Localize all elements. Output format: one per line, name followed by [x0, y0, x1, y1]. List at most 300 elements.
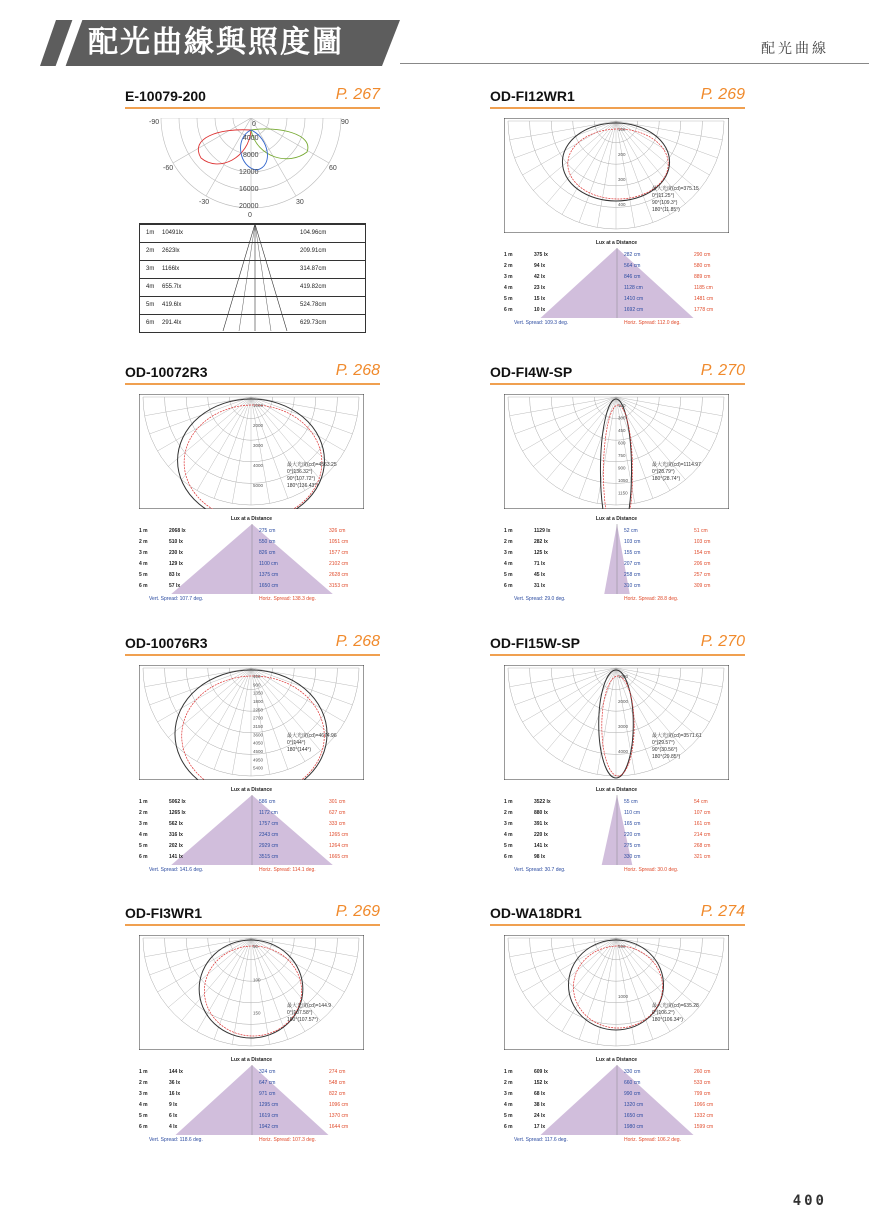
page-ref[interactable]: P. 267	[335, 86, 380, 103]
table-row	[504, 808, 729, 819]
horizontal-size: 533 cm	[694, 1080, 711, 1086]
legend-entry: 180°(144°)	[287, 747, 312, 753]
horizontal-size: 1096 cm	[329, 1102, 349, 1108]
page-ref[interactable]: P. 269	[335, 903, 380, 920]
table-row	[504, 294, 729, 305]
lux-value: 83 lx	[169, 572, 181, 578]
horizontal-size: 260 cm	[694, 1069, 711, 1075]
horizontal-spread: Horiz. Spread: 106.2 deg.	[624, 1137, 681, 1143]
legend-entry: 0°(136.32°)	[287, 469, 313, 475]
lux-distance-table	[139, 1057, 364, 1149]
horizontal-size: 1051 cm	[329, 539, 349, 545]
title-rule	[125, 107, 380, 109]
ring-label: 1800	[253, 699, 264, 704]
distance: 4 m	[139, 561, 148, 567]
ring-label: 3000	[253, 443, 264, 448]
lux-title: Lux at a Distance	[230, 1057, 273, 1063]
lux-title: Lux at a Distance	[230, 787, 273, 793]
lux-value: 57 lx	[169, 583, 181, 589]
spot-size: 629.73cm	[300, 320, 327, 326]
lux-distance-table	[504, 1057, 729, 1149]
ring-label: 3000	[618, 724, 629, 729]
lux-value: 3522 lx	[534, 799, 551, 805]
vertical-size: 330 cm	[624, 854, 641, 860]
table-row	[139, 819, 364, 830]
vertical-size: 55 cm	[624, 799, 638, 805]
lux-value: 880 lx	[534, 810, 548, 816]
vertical-size: 647 cm	[259, 1080, 276, 1086]
ring-label: 100	[618, 127, 626, 132]
vertical-size: 1172 cm	[259, 810, 278, 816]
angle-label: -90	[149, 119, 160, 126]
ring-label: 4950	[253, 757, 264, 763]
legend-entry: 0°(28.79°)	[652, 469, 675, 475]
distance: 5 m	[504, 1113, 513, 1119]
spread-footer	[139, 867, 364, 875]
horizontal-size: 290 cm	[694, 252, 711, 258]
ring-label: 150	[618, 403, 626, 408]
vertical-size: 258 cm	[624, 572, 641, 578]
table-row	[504, 261, 729, 272]
ring-label: 50	[253, 944, 259, 949]
spot-size: 524.78cm	[300, 302, 327, 308]
legend-entry: 90°(30.56°)	[652, 747, 678, 753]
model-name: OD-10076R3	[125, 635, 208, 651]
horizontal-size: 274 cm	[329, 1069, 346, 1075]
distance: 1 m	[504, 528, 513, 534]
ring-label: 100	[253, 977, 261, 983]
distance: 5m	[146, 302, 155, 308]
vertical-spread: Vert. Spread: 118.6 deg.	[149, 1137, 203, 1143]
horizontal-size: 54 cm	[694, 799, 708, 805]
polar-diagram	[139, 935, 364, 1050]
distance: 2 m	[504, 1080, 513, 1086]
lux-value: 125 lx	[534, 550, 548, 556]
horizontal-size: 103 cm	[694, 539, 711, 545]
table-row	[139, 559, 364, 570]
table-row	[504, 1122, 729, 1133]
table-row	[139, 808, 364, 819]
horizontal-size: 1066 cm	[694, 1102, 714, 1108]
page-number: 400	[792, 1193, 827, 1209]
spot-size: 104.96cm	[300, 230, 327, 236]
vertical-size: 1692 cm	[624, 307, 644, 313]
legend-entry: 最大光度(cd)=375.15	[652, 186, 699, 192]
ring-label: 300	[618, 415, 626, 421]
lux-value: 391 lx	[534, 821, 548, 827]
product-card-r3b	[125, 635, 380, 890]
distance: 6m	[146, 320, 155, 326]
horizontal-size: 1644 cm	[329, 1124, 349, 1130]
ring-label: 3600	[253, 732, 264, 738]
table-row	[504, 548, 729, 559]
vertical-size: 586 cm	[259, 799, 276, 805]
distance: 2 m	[139, 1080, 148, 1086]
illuminance-table	[139, 223, 366, 333]
distance: 5 m	[504, 572, 513, 578]
page-title: 配光曲線與照度圖	[88, 25, 344, 60]
ring-label: 2000	[253, 423, 264, 428]
legend-entry: 最大光度(cd)=3571.61	[652, 733, 702, 739]
ring-label: 0	[252, 121, 256, 128]
vertical-size: 1650 cm	[624, 1113, 644, 1119]
ring-label: 150	[253, 1010, 261, 1016]
vertical-spread: Vert. Spread: 109.3 deg.	[514, 320, 569, 326]
page-ref[interactable]: P. 270	[700, 633, 745, 650]
table-row	[504, 830, 729, 841]
legend-entry: 0°(107.58°)	[287, 1010, 313, 1016]
table-row	[139, 537, 364, 548]
ring-label: 450	[618, 428, 626, 433]
table-row	[139, 1078, 364, 1089]
horizontal-size: 333 cm	[329, 821, 346, 827]
lux-distance-table	[139, 516, 364, 608]
horizontal-size: 326 cm	[329, 528, 346, 534]
vertical-size: 165 cm	[624, 821, 641, 827]
distance: 5 m	[139, 572, 148, 578]
page-ref[interactable]: P. 274	[700, 903, 745, 920]
ring-label: 4000	[243, 135, 259, 142]
lux-value: 1129 lx	[534, 528, 551, 534]
vertical-size: 1295 cm	[259, 1102, 279, 1108]
distance: 4 m	[504, 561, 513, 567]
angle-label: 0	[248, 212, 252, 218]
table-row	[139, 830, 364, 841]
vertical-size: 1757 cm	[259, 821, 279, 827]
legend-entry: 最大光度(cd)=4563.25	[287, 462, 337, 468]
ring-label: 200	[618, 152, 626, 157]
vertical-size: 1128 cm	[624, 285, 643, 291]
angle-label: -30	[199, 199, 210, 206]
lux-value: 24 lx	[534, 1113, 546, 1119]
distance: 4 m	[139, 1102, 148, 1108]
angle-label: 30	[296, 199, 304, 206]
model-name: E-10079-200	[125, 88, 206, 104]
ring-label: 750	[618, 453, 626, 458]
lux-value: 4 lx	[169, 1124, 178, 1130]
horizontal-size: 161 cm	[694, 821, 711, 827]
page-ref[interactable]: P. 268	[335, 633, 380, 650]
vertical-size: 2929 cm	[259, 843, 279, 849]
lux-value: 609 lx	[534, 1069, 548, 1075]
horizontal-size: 548 cm	[329, 1080, 346, 1086]
horizontal-size: 1265 cm	[329, 832, 349, 838]
horizontal-size: 1481 cm	[694, 296, 714, 302]
vertical-spread: Vert. Spread: 117.6 deg.	[514, 1137, 568, 1143]
ring-label: 5400	[253, 765, 264, 771]
table-row	[139, 797, 364, 808]
model-name: OD-10072R3	[125, 364, 208, 380]
table-row	[504, 305, 729, 316]
vertical-size: 1100 cm	[259, 561, 278, 567]
table-row	[139, 581, 364, 592]
lux-title: Lux at a Distance	[595, 1057, 638, 1063]
vertical-spread: Vert. Spread: 30.7 deg.	[514, 867, 566, 873]
legend-entry: 最大光度(cd)=4674.96	[287, 733, 337, 739]
vertical-size: 275 cm	[624, 843, 641, 849]
table-row	[140, 224, 365, 242]
lux-value: 220 lx	[534, 832, 548, 838]
legend-entry: 最大光度(cd)=635.28	[652, 1003, 699, 1009]
legend-entry: 最大光度(cd)=144.9	[287, 1003, 332, 1009]
table-row	[139, 1089, 364, 1100]
horizontal-size: 154 cm	[694, 550, 711, 556]
horizontal-spread: Horiz. Spread: 30.0 deg.	[624, 867, 679, 873]
table-row	[139, 548, 364, 559]
horizontal-size: 268 cm	[694, 843, 711, 849]
vertical-size: 564 cm	[624, 263, 641, 269]
horizontal-size: 257 cm	[694, 572, 711, 578]
vertical-size: 660 cm	[624, 1080, 641, 1086]
lux-value: 38 lx	[534, 1102, 546, 1108]
model-name: OD-FI3WR1	[125, 905, 202, 921]
polar-diagram	[504, 394, 729, 509]
title-rule	[125, 924, 380, 926]
lux-value: 510 lx	[169, 539, 183, 545]
page-ref[interactable]: P. 269	[700, 86, 745, 103]
product-card-e10079	[125, 88, 380, 338]
distance: 5 m	[139, 1113, 148, 1119]
horizontal-size: 1370 cm	[329, 1113, 349, 1119]
distance: 3m	[146, 266, 155, 272]
vertical-size: 1410 cm	[624, 296, 644, 302]
vertical-size: 846 cm	[624, 274, 641, 280]
legend-entry: 0°(144°)	[287, 740, 306, 746]
title-rule	[490, 383, 745, 385]
table-row	[140, 278, 365, 296]
product-card-fi3	[125, 905, 380, 1160]
lux-value: 5062 lx	[169, 799, 186, 805]
ring-label: 1150	[618, 490, 628, 496]
table-row	[504, 852, 729, 863]
legend-entry: 180°(29.85°)	[652, 754, 681, 760]
legend-entry: 180°(11.85°)	[652, 207, 680, 213]
lux-value: 10491lx	[162, 230, 184, 236]
title-rule	[125, 383, 380, 385]
lux-value: 1265 lx	[169, 810, 186, 816]
product-card-fi4	[490, 364, 745, 619]
horizontal-size: 889 cm	[694, 274, 711, 280]
horizontal-size: 627 cm	[329, 810, 346, 816]
legend-entry: 0°(11.25°)	[652, 193, 675, 199]
horizontal-size: 1599 cm	[694, 1124, 714, 1130]
ring-label: 400	[253, 674, 261, 679]
spread-footer	[139, 596, 364, 604]
ring-label: 5000	[253, 483, 264, 488]
lux-value: 98 lx	[534, 854, 546, 860]
legend-entry: 最大光度(cd)=1114.97	[652, 462, 701, 468]
lux-value: 141 lx	[169, 854, 183, 860]
ring-label: 8000	[243, 152, 259, 159]
title-rule	[490, 654, 745, 656]
ring-label: 2700	[253, 715, 264, 721]
lux-value: 129 lx	[169, 561, 183, 567]
lux-value: 23 lx	[534, 285, 546, 291]
horizontal-size: 309 cm	[694, 583, 711, 589]
vertical-size: 3515 cm	[259, 854, 279, 860]
page-header	[0, 0, 869, 75]
title-rule	[490, 107, 745, 109]
vertical-size: 220 cm	[624, 832, 641, 838]
distance: 6 m	[139, 583, 148, 589]
distance: 1 m	[504, 252, 513, 258]
vertical-size: 207 cm	[624, 561, 641, 567]
vertical-spread: Vert. Spread: 107.7 deg.	[149, 596, 204, 602]
polar-diagram	[139, 118, 364, 218]
lux-value: 2068 lx	[169, 528, 186, 534]
polar-diagram	[504, 665, 729, 780]
distance: 5 m	[504, 296, 513, 302]
lux-value: 316 lx	[169, 832, 183, 838]
ring-label: 600	[618, 440, 626, 446]
horizontal-size: 1778 cm	[694, 307, 714, 313]
page-ref[interactable]: P. 268	[335, 362, 380, 379]
distance: 3 m	[504, 1091, 513, 1097]
vertical-size: 1320 cm	[624, 1102, 644, 1108]
product-card-r3	[125, 364, 380, 619]
model-name: OD-FI12WR1	[490, 88, 575, 104]
lux-value: 375 lx	[534, 252, 548, 258]
spread-footer	[504, 1137, 729, 1145]
legend-entry: 0°(29.57°)	[652, 740, 675, 746]
lux-value: 1166lx	[162, 266, 180, 272]
spread-footer	[139, 1137, 364, 1145]
model-name: OD-FI15W-SP	[490, 635, 580, 651]
horizontal-spread: Horiz. Spread: 112.0 deg.	[624, 320, 681, 326]
vertical-spread: Vert. Spread: 29.0 deg.	[514, 596, 566, 602]
angle-label: -60	[163, 165, 174, 172]
distance: 1m	[146, 230, 155, 236]
lux-title: Lux at a Distance	[230, 516, 273, 522]
lux-value: 6 lx	[169, 1113, 178, 1119]
lux-value: 291.4lx	[162, 320, 182, 326]
page-ref[interactable]: P. 270	[700, 362, 745, 379]
distance: 3 m	[139, 1091, 148, 1097]
distance: 5 m	[139, 843, 148, 849]
vertical-size: 550 cm	[259, 539, 276, 545]
ring-label: 2250	[253, 707, 264, 713]
table-row	[140, 242, 365, 260]
table-row	[504, 1078, 729, 1089]
vertical-size: 971 cm	[259, 1091, 276, 1097]
table-row	[139, 1122, 364, 1133]
vertical-size: 990 cm	[624, 1091, 641, 1097]
horizontal-size: 1665 cm	[329, 854, 349, 860]
table-row	[504, 819, 729, 830]
lux-value: 152 lx	[534, 1080, 548, 1086]
table-row	[504, 559, 729, 570]
ring-label: 1000	[618, 994, 629, 999]
lux-distance-table	[504, 240, 729, 332]
distance: 1 m	[504, 1069, 513, 1075]
distance: 2 m	[139, 810, 148, 816]
legend-entry: 180°(136.43°)	[287, 483, 318, 489]
lux-distance-table	[504, 516, 729, 608]
table-row	[139, 526, 364, 537]
table-row	[504, 283, 729, 294]
table-row	[504, 570, 729, 581]
vertical-size: 324 cm	[259, 1069, 276, 1075]
legend-entry: 180°(28.74°)	[652, 476, 681, 482]
angle-label: 90	[341, 119, 349, 126]
horizontal-spread: Horiz. Spread: 107.3 deg.	[259, 1137, 316, 1143]
table-row	[504, 272, 729, 283]
ring-label: 20000	[239, 203, 259, 210]
ring-label: 4050	[253, 740, 264, 746]
table-row	[139, 1111, 364, 1122]
horizontal-spread: Horiz. Spread: 138.3 deg.	[259, 596, 316, 602]
horizontal-size: 107 cm	[694, 810, 711, 816]
vertical-size: 52 cm	[624, 528, 638, 534]
distance: 5 m	[504, 843, 513, 849]
polar-diagram	[139, 394, 364, 509]
product-card-fi12	[490, 88, 745, 343]
lux-value: 2623lx	[162, 248, 180, 254]
lux-value: 9 lx	[169, 1102, 178, 1108]
legend-entry: 180°(107.57°)	[287, 1017, 318, 1023]
lux-value: 202 lx	[169, 843, 183, 849]
table-row	[504, 841, 729, 852]
table-row	[139, 1100, 364, 1111]
table-row	[139, 1067, 364, 1078]
distance: 2 m	[504, 539, 513, 545]
horizontal-size: 822 cm	[329, 1091, 346, 1097]
header-divider	[400, 63, 869, 64]
vertical-spread: Vert. Spread: 141.6 deg.	[149, 867, 204, 873]
vertical-size: 110 cm	[624, 810, 641, 816]
lux-value: 230 lx	[169, 550, 183, 556]
lux-value: 141 lx	[534, 843, 548, 849]
lux-value: 282 lx	[534, 539, 548, 545]
table-row	[140, 260, 365, 278]
horizontal-size: 580 cm	[694, 263, 711, 269]
table-row	[504, 1089, 729, 1100]
distance: 2m	[146, 248, 155, 254]
spread-footer	[504, 867, 729, 875]
lux-distance-table	[139, 787, 364, 879]
lux-value: 31 lx	[534, 583, 546, 589]
model-name: OD-FI4W-SP	[490, 364, 573, 380]
ring-label: 2000	[618, 699, 629, 704]
table-row	[504, 526, 729, 537]
lux-value: 15 lx	[534, 296, 546, 302]
vertical-size: 275 cm	[259, 528, 276, 534]
table-row	[139, 841, 364, 852]
vertical-size: 330 cm	[624, 1069, 641, 1075]
lux-title: Lux at a Distance	[595, 787, 638, 793]
spread-footer	[504, 320, 729, 328]
horizontal-size: 1264 cm	[329, 843, 349, 849]
lux-value: 36 lx	[169, 1080, 181, 1086]
lux-value: 68 lx	[534, 1091, 546, 1097]
ring-label: 300	[618, 177, 626, 182]
product-card-wa18	[490, 905, 745, 1160]
horizontal-size: 1577 cm	[329, 550, 349, 556]
polar-diagram	[139, 665, 364, 780]
vertical-size: 2343 cm	[259, 832, 279, 838]
legend-entry: 90°(107.72°)	[287, 476, 316, 482]
lux-value: 16 lx	[169, 1091, 181, 1097]
distance: 3 m	[139, 550, 148, 556]
horizontal-size: 321 cm	[694, 854, 711, 860]
spread-footer	[504, 596, 729, 604]
lux-title: Lux at a Distance	[595, 516, 638, 522]
table-row	[504, 797, 729, 808]
table-row	[504, 1100, 729, 1111]
distance: 4 m	[504, 1102, 513, 1108]
spot-size: 209.91cm	[300, 248, 327, 254]
vertical-size: 1619 cm	[259, 1113, 279, 1119]
